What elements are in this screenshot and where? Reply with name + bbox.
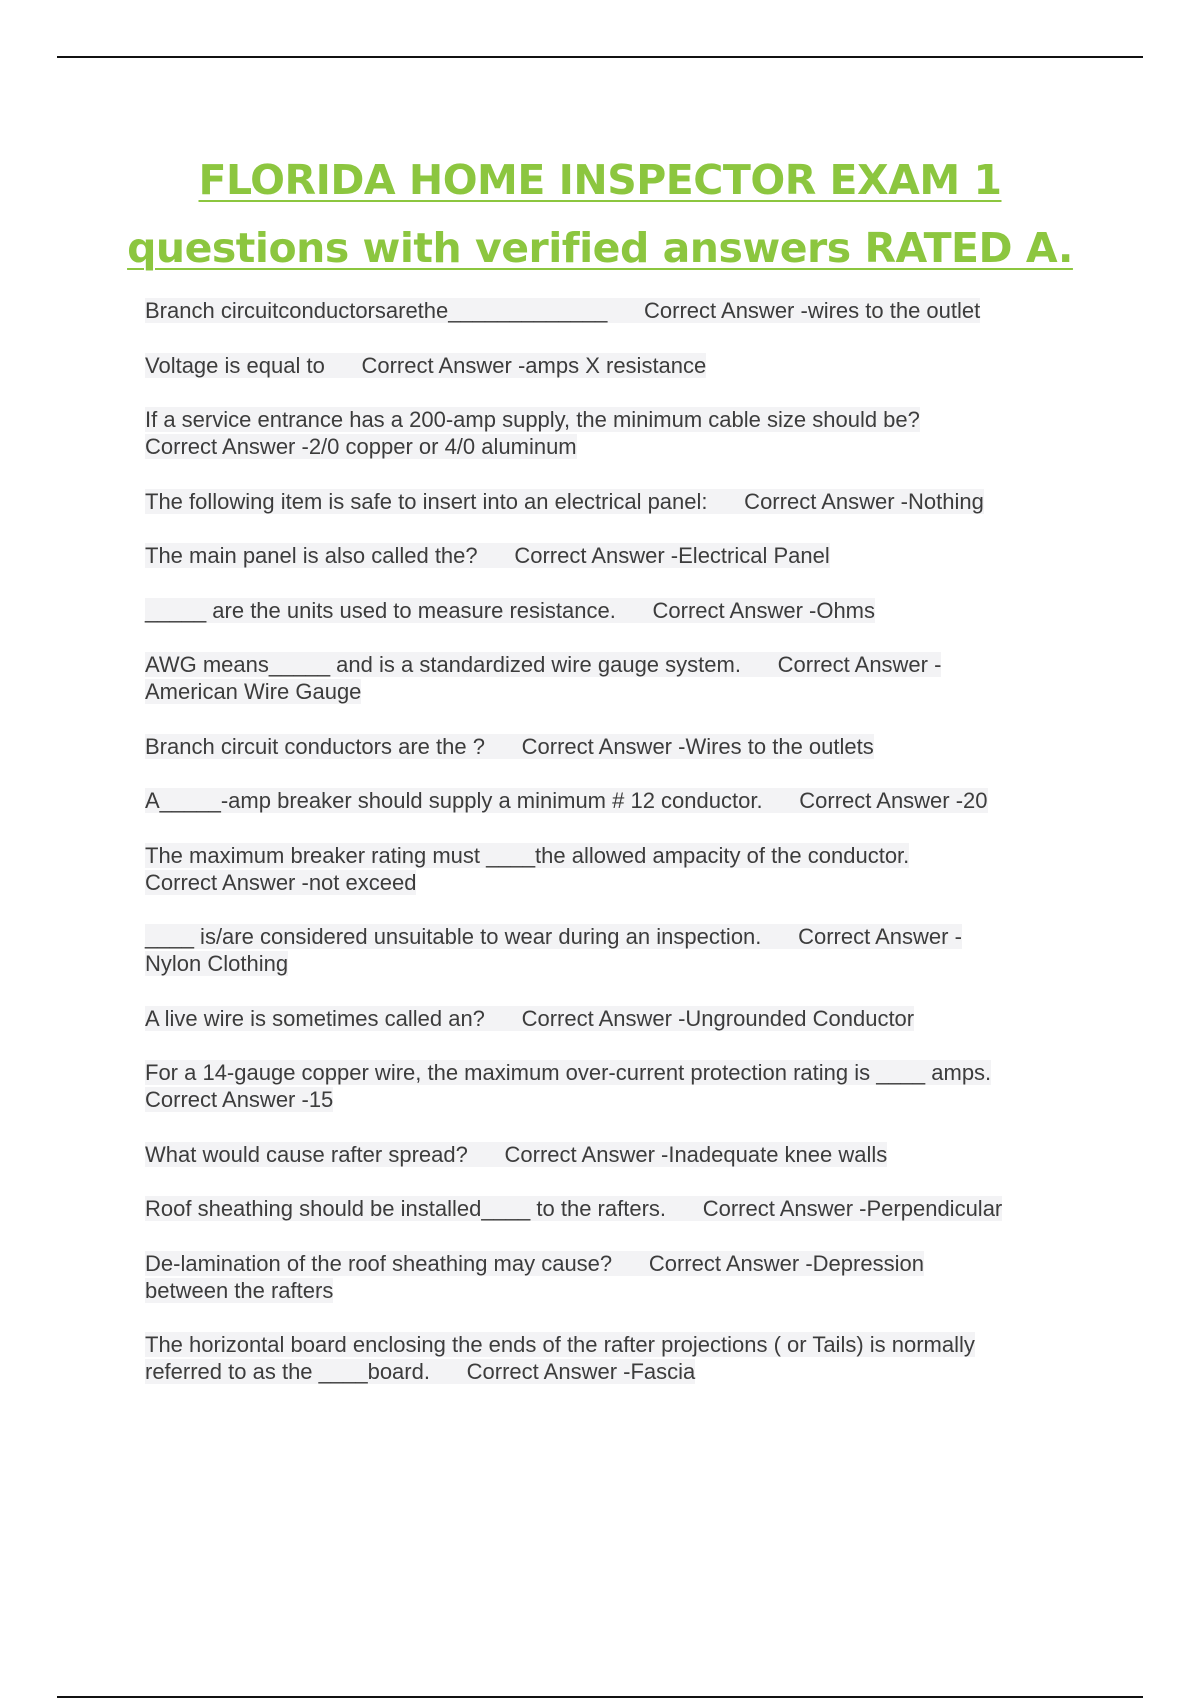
question-text: If a service entrance has a 200-amp supply, the minimum cable size should be? Correct Answer -2/0 copper or 4/0 aluminum [145, 407, 920, 459]
page-title [0, 146, 1200, 282]
question-item [145, 651, 1085, 705]
question-item [145, 787, 1085, 814]
question-item [145, 1250, 1085, 1304]
question-item [145, 842, 1085, 896]
question-text: A live wire is sometimes called an? Correct Answer -Ungrounded Conductor [145, 1005, 915, 1031]
question-item [145, 1141, 1085, 1168]
question-list [145, 297, 1085, 1413]
question-text: For a 14-gauge copper wire, the maximum over-current protection rating is ____ amps. Correct Answer -15 [145, 1060, 992, 1112]
question-text: What would cause rafter spread? Correct Answer -Inadequate knee walls [145, 1141, 888, 1167]
header-rule [57, 56, 1143, 58]
question-text: Branch circuit conductors are the ? Correct Answer -Wires to the outlets [145, 733, 874, 759]
question-item [145, 542, 1085, 569]
question-item [145, 352, 1085, 379]
question-text: AWG means_____ and is a standardized wire gauge system. Correct Answer - American Wire Gauge [145, 652, 942, 704]
question-item [145, 1331, 1085, 1385]
question-item [145, 923, 1085, 977]
question-text: Branch circuitconductorsarethe_____________ Correct Answer -wires to the outlet [145, 298, 981, 323]
question-text: The horizontal board enclosing the ends of the rafter projections ( or Tails) is normally referred to as the ____board. Correct Answer -Fascia [145, 1332, 975, 1384]
question-text: The maximum breaker rating must ____the allowed ampacity of the conductor. Correct Answer -not exceed [145, 842, 910, 895]
question-text: A_____-amp breaker should supply a minimum # 12 conductor. Correct Answer -20 [145, 788, 988, 813]
question-item [145, 733, 1085, 760]
question-text: The following item is safe to insert into an electrical panel: Correct Answer -Nothing [145, 488, 984, 514]
question-item [145, 1005, 1085, 1032]
question-item [145, 406, 1085, 460]
question-item [145, 1195, 1085, 1222]
question-text: ____ is/are considered unsuitable to wear during an inspection. Correct Answer - Nylon Clothing [145, 924, 962, 976]
question-item [145, 597, 1085, 624]
question-text: Voltage is equal to Correct Answer -amps X resistance [145, 352, 707, 378]
title-line-1: FLORIDA HOME INSPECTOR EXAM 1 [198, 156, 1002, 204]
question-item [145, 1059, 1085, 1113]
question-item [145, 488, 1085, 515]
question-text: Roof sheathing should be installed____ to the rafters. Correct Answer -Perpendicular [145, 1196, 1003, 1221]
title-line-2: questions with verified answers RATED A. [127, 224, 1073, 272]
question-item [145, 297, 1085, 324]
question-text: The main panel is also called the? Correct Answer -Electrical Panel [145, 543, 830, 568]
question-text: De-lamination of the roof sheathing may cause? Correct Answer -Depression between the rafters [145, 1250, 924, 1303]
footer-rule [57, 1696, 1143, 1698]
question-text: _____ are the units used to measure resistance. Correct Answer -Ohms [145, 597, 876, 623]
